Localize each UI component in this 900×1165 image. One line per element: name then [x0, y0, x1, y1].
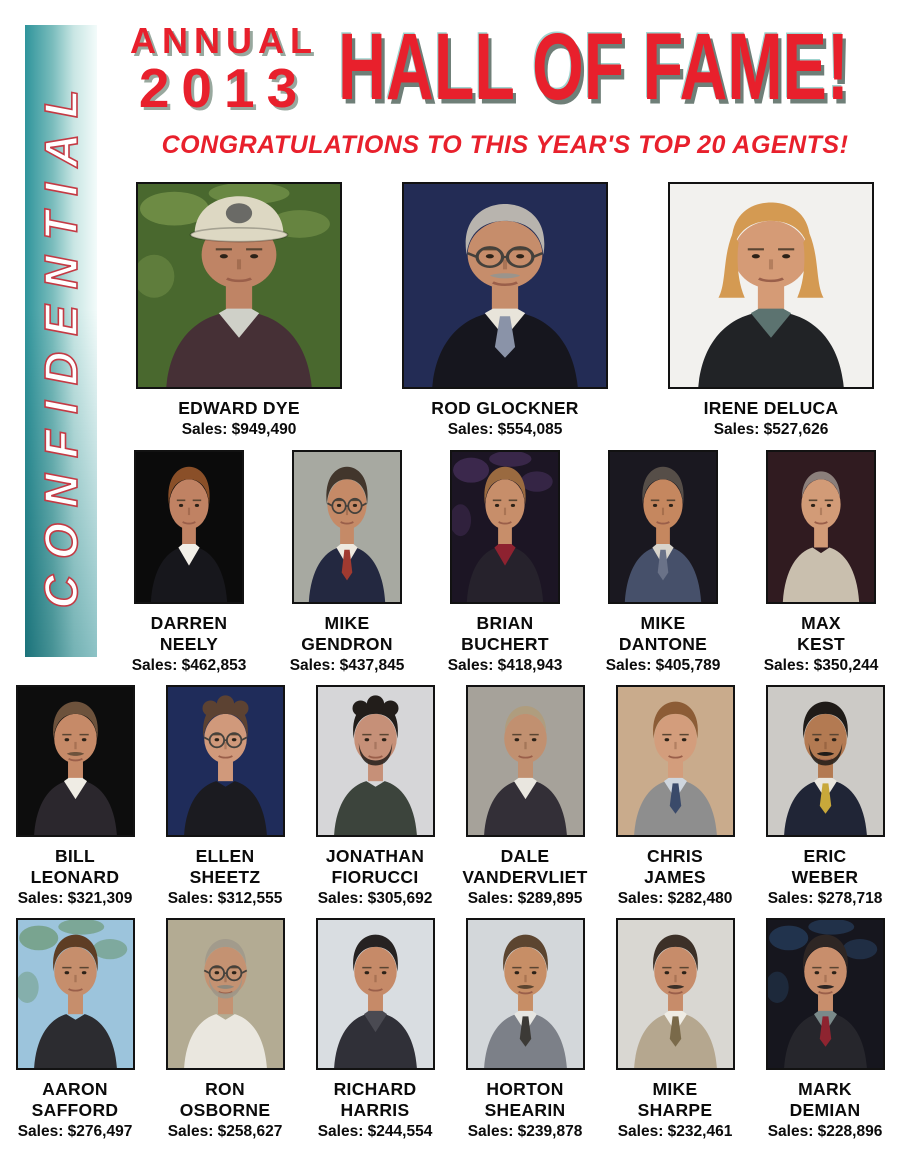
person-card [450, 918, 600, 1141]
person-card [742, 450, 900, 675]
person-name [180, 1079, 271, 1121]
person-name-line: BILL [54, 846, 96, 866]
person-name [334, 1079, 417, 1121]
portrait-photo [166, 918, 285, 1070]
portrait-photo [668, 182, 874, 389]
portrait-photo [766, 918, 885, 1070]
person-card [123, 182, 355, 439]
page-title [338, 14, 898, 119]
person-sales: Sales: $258,627 [167, 1123, 283, 1140]
person-sales: Sales: $282,480 [617, 890, 733, 907]
person-card [268, 450, 426, 675]
person-name-line: SAFFORD [31, 1100, 119, 1120]
person-name-line: RON [205, 1079, 245, 1099]
person-card [300, 685, 450, 908]
confidential-banner [25, 25, 97, 657]
person-name-line: RICHARD [333, 1079, 417, 1099]
person-name-line: SHEARIN [484, 1100, 566, 1120]
person-name-line: SHARPE [637, 1100, 713, 1120]
row-4 [0, 918, 900, 1141]
person-name-line: BUCHERT [461, 634, 549, 654]
person-card [600, 918, 750, 1141]
portrait-photo [316, 685, 435, 837]
person-name-line: WEBER [791, 867, 859, 887]
year-label: 2013 [138, 57, 310, 119]
person-name-line: KEST [797, 634, 845, 654]
person-name-line: DALE [500, 846, 550, 866]
portrait-photo [316, 918, 435, 1070]
person-name-line: ROD GLOCKNER [431, 398, 579, 418]
person-name [704, 398, 839, 419]
person-name-line: EDWARD DYE [178, 398, 300, 418]
portrait-photo [292, 450, 402, 604]
person-card [150, 685, 300, 908]
person-name-line: BRIAN [476, 613, 534, 633]
person-card [750, 918, 900, 1141]
portrait-photo [616, 918, 735, 1070]
confidential-banner-text: CONFIDENTIAL [35, 73, 87, 609]
person-sales: Sales: $949,490 [181, 421, 297, 438]
person-name-line: OSBORNE [179, 1100, 271, 1120]
person-sales: Sales: $228,896 [767, 1123, 883, 1140]
person-name [485, 1079, 566, 1121]
person-name [792, 846, 859, 888]
person-card [110, 450, 268, 675]
person-name-line: IRENE DELUCA [703, 398, 839, 418]
person-sales: Sales: $305,692 [317, 890, 433, 907]
person-sales: Sales: $554,085 [447, 421, 563, 438]
person-card [450, 685, 600, 908]
person-name-line: MARK [798, 1079, 852, 1099]
portrait-photo [766, 450, 876, 604]
person-sales: Sales: $350,244 [763, 657, 879, 674]
person-name-line: DEMIAN [789, 1100, 861, 1120]
person-card [750, 685, 900, 908]
person-sales: Sales: $418,943 [447, 657, 563, 674]
person-name [431, 398, 579, 419]
portrait-photo [16, 918, 135, 1070]
person-name-line: MIKE [324, 613, 370, 633]
person-name-line: NEELY [159, 634, 219, 654]
portrait-photo [166, 685, 285, 837]
row-1 [110, 182, 900, 439]
person-name [797, 613, 845, 655]
person-name-line: SHEETZ [189, 867, 261, 887]
person-name-line: HORTON [486, 1079, 564, 1099]
person-name [190, 846, 261, 888]
person-name-line: JONATHAN [325, 846, 425, 866]
person-name [32, 1079, 119, 1121]
person-card [584, 450, 742, 675]
person-name-line: VANDERVLIET [462, 867, 588, 887]
person-name-line: DARREN [150, 613, 228, 633]
person-sales: Sales: $321,309 [17, 890, 133, 907]
person-name [619, 613, 707, 655]
person-name [301, 613, 393, 655]
person-card [600, 685, 750, 908]
person-name [638, 1079, 713, 1121]
person-name [790, 1079, 861, 1121]
person-name-line: AARON [42, 1079, 108, 1099]
person-name [461, 613, 549, 655]
person-name-line: FIORUCCI [331, 867, 419, 887]
person-name [644, 846, 706, 888]
row-2 [110, 450, 900, 675]
portrait-photo [466, 685, 585, 837]
person-card [426, 450, 584, 675]
portrait-photo [450, 450, 560, 604]
person-sales: Sales: $239,878 [467, 1123, 583, 1140]
person-sales: Sales: $312,555 [167, 890, 283, 907]
row-3 [0, 685, 900, 908]
person-sales: Sales: $289,895 [467, 890, 583, 907]
person-sales: Sales: $405,789 [605, 657, 721, 674]
person-sales: Sales: $437,845 [289, 657, 405, 674]
person-name [151, 613, 228, 655]
person-card [655, 182, 887, 439]
person-name-line: HARRIS [340, 1100, 410, 1120]
portrait-photo [616, 685, 735, 837]
person-sales: Sales: $278,718 [767, 890, 883, 907]
person-sales: Sales: $462,853 [131, 657, 247, 674]
person-card [389, 182, 621, 439]
portrait-photo [466, 918, 585, 1070]
person-sales: Sales: $232,461 [617, 1123, 733, 1140]
person-card [0, 918, 150, 1141]
person-name-line: LEONARD [30, 867, 120, 887]
person-sales: Sales: $527,626 [713, 421, 829, 438]
person-name [178, 398, 300, 419]
person-name-line: GENDRON [301, 634, 393, 654]
portrait-photo [766, 685, 885, 837]
person-card [150, 918, 300, 1141]
person-name-line: MIKE [652, 1079, 698, 1099]
portrait-photo [608, 450, 718, 604]
person-name-line: JAMES [644, 867, 706, 887]
congratulations-subtitle: CONGRATULATIONS TO THIS YEAR'S TOP 20 AGENTS! [161, 131, 849, 159]
portrait-photo [136, 182, 342, 389]
person-name-line: MAX [801, 613, 841, 633]
portrait-photo [16, 685, 135, 837]
person-name-line: ERIC [803, 846, 847, 866]
person-sales: Sales: $244,554 [317, 1123, 433, 1140]
person-name-line: DANTONE [618, 634, 708, 654]
person-name [326, 846, 424, 888]
person-name-line: ELLEN [195, 846, 255, 866]
person-sales: Sales: $276,497 [17, 1123, 133, 1140]
page-title-text: HALL OF FAME! [338, 15, 850, 121]
person-name [31, 846, 120, 888]
person-card [300, 918, 450, 1141]
portrait-photo [402, 182, 608, 389]
person-name-line: CHRIS [647, 846, 703, 866]
person-name-line: MIKE [640, 613, 686, 633]
portrait-photo [134, 450, 244, 604]
person-card [0, 685, 150, 908]
annual-label: ANNUAL [130, 20, 318, 61]
person-name [462, 846, 587, 888]
annual-year-block [112, 20, 336, 119]
